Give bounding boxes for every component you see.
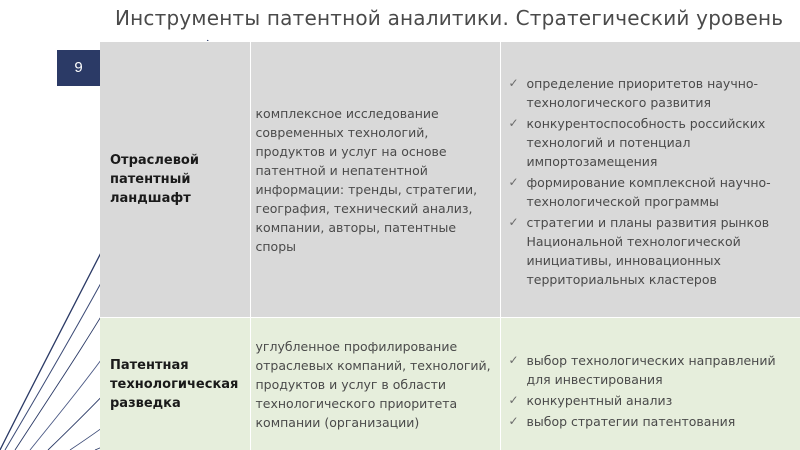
page-number-flag [57,50,100,86]
list-item-text: выбор стратегии патентования [526,414,736,430]
tool-name: Отраслевой патентный ландшафт [100,42,250,318]
list-item [507,213,796,289]
table-row [100,42,800,318]
tool-description: углубленное профилирование отраслевых компаний, технологий, продуктов и услуг в области технологического приоритета компании (организации) [250,318,500,450]
list-item [507,391,796,410]
tool-outcomes [500,318,800,450]
list-item [507,412,796,431]
checkmark-icon: ✓ [508,353,519,368]
checkmark-icon: ✓ [508,76,519,90]
list-item [507,74,796,112]
list-item [507,114,796,171]
list-item [507,351,796,389]
checkmark-icon: ✓ [508,215,519,229]
list-item-text: стратегии и планы развития рынков Национальной технологической инициативы, инновационных территориальных кластеров [526,215,770,287]
checkmark-icon: ✓ [508,116,519,130]
outcomes-list [507,68,796,289]
slide-title: Инструменты патентной аналитики. Стратегический уровень [115,6,784,30]
list-item-text: формирование комплексной научно-технологической программы [526,175,771,209]
outcomes-list [507,335,796,431]
list-item-text: конкурентоспособность российских технологий и потенциал импортозамещения [526,116,766,169]
page-number: 9 [74,59,83,76]
list-item-text: конкурентный анализ [526,393,673,409]
checkmark-icon: ✓ [508,175,519,189]
table-row [100,318,800,450]
checkmark-icon: ✓ [508,393,519,408]
analytics-table [100,41,800,450]
checkmark-icon: ✓ [508,414,519,429]
tool-outcomes [500,42,800,318]
list-item-text: определение приоритетов научно-технологического развития [526,76,759,110]
list-item [507,173,796,211]
tool-description: комплексное исследование современных технологий, продуктов и услуг на основе патентной и непатентной информации: тренды, стратегии, география, технический анализ, компании, авторы, патентные споры [250,42,500,318]
list-item-text: выбор технологических направлений для инвестирования [526,353,776,388]
tool-name: Патентная технологическая разведка [100,318,250,450]
